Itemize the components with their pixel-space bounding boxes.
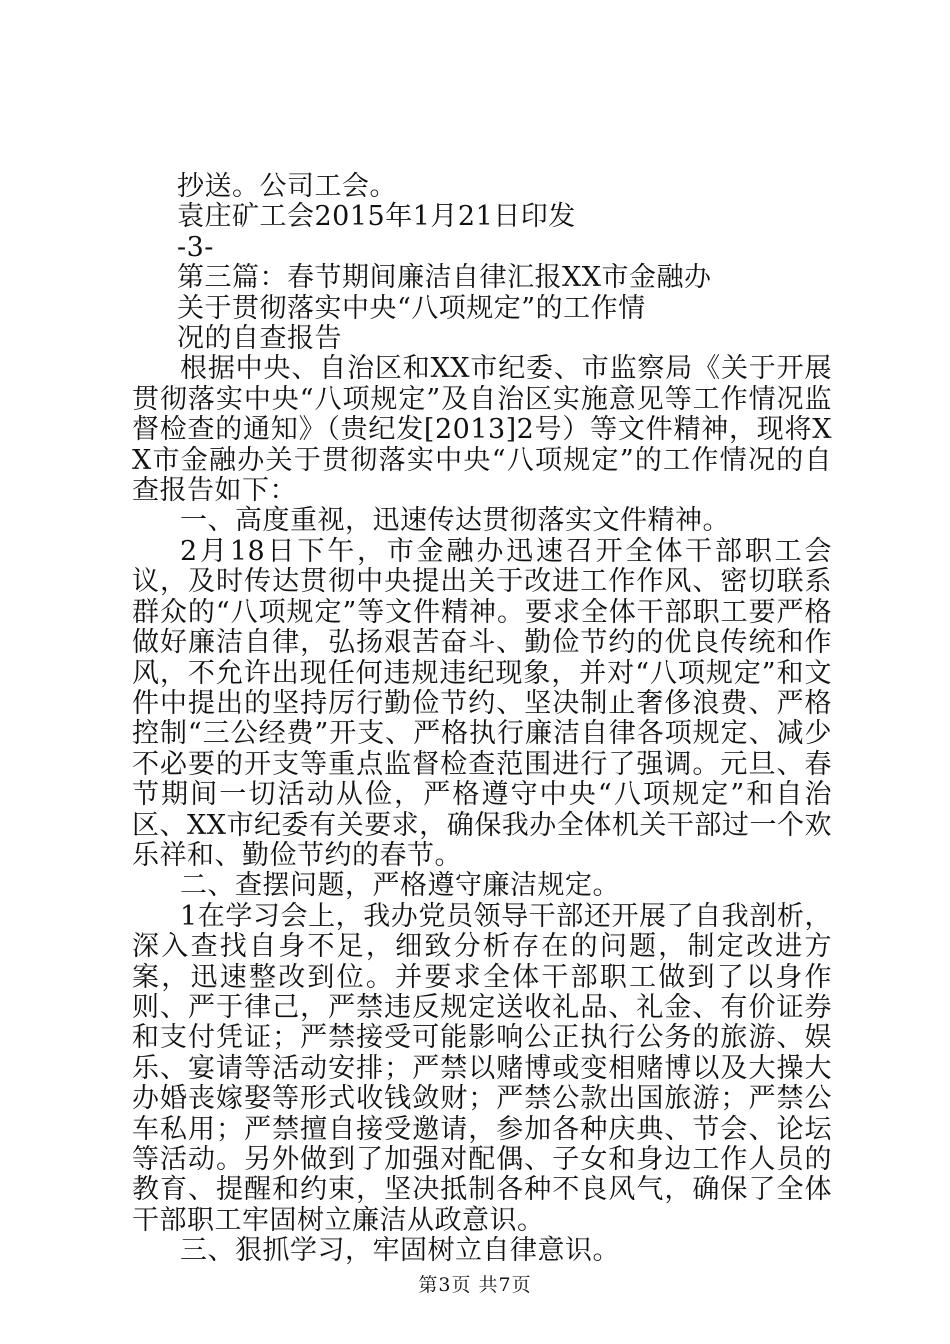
page-footer: 第3页 共7页 xyxy=(418,1274,532,1296)
page-marker: -3- xyxy=(177,231,214,263)
heading-one: 一、高度重视，迅速传达贯彻落实文件精神。 xyxy=(180,505,730,537)
section-title-line-2: 关于贯彻落实中央“八项规定”的工作情 xyxy=(177,292,646,324)
document-body xyxy=(132,172,832,1267)
cc-line: 抄送。公司工会。 xyxy=(177,171,397,202)
section-title-line-1: 第三篇：春节期间廉洁自律汇报XX市金融办 xyxy=(177,262,712,294)
intro-paragraph: 根据中央、自治区和XX市纪委、市监察局《关于开展贯彻落实中央“八项规定”及自治区实施意见等工作情况监督检查的通知》（贵纪发[2013]2号）等文件精神，现将XX市金融办关于贯彻落实中央“八项规定”的工作情况的自查报告如下： xyxy=(132,353,832,507)
issue-date-line: 袁庄矿工会2015年1月21日印发 xyxy=(177,201,576,233)
paragraph-two: 1在学习会上，我办党员领导干部还开展了自我剖析，深入查找自身不足，细致分析存在的问题，制定改进方案，迅速整改到位。并要求全体干部职工做到了以身作则、严于律己，严禁违反规定送收礼品、礼金、有价证券和支付凭证；严禁接受可能影响公正执行公务的旅游、娱乐、宴请等活动安排；严禁以赌博或变相赌博以及大操大办婚丧嫁娶等形式收钱敛财；严禁公款出国旅游；严禁公车私用；严禁擅自接受邀请，参加各种庆典、节会、论坛等活动。另外做到了加强对配偶、子女和身边工作人员的教育、提醒和约束，坚决抵制各种不良风气，确保了全体干部职工牢固树立廉洁从政意识。 xyxy=(132,900,832,1236)
paragraph-one: 2月18日下午，市金融办迅速召开全体干部职工会议，及时传达贯彻中央提出关于改进工作作风、密切联系群众的“八项规定”等文件精神。要求全体干部职工要严格做好廉洁自律，弘扬艰苦奋斗、勤俭节约的优良传统和作风，不允许出现任何违规违纪现象，并对“八项规定”和文件中提出的坚持厉行勤俭节约、坚决制止奢侈浪费、严格控制“三公经费”开支、严格执行廉洁自律各项规定、减少不必要的开支等重点监督检查范围进行了强调。元旦、春节期间一切活动从俭，严格遵守中央“八项规定”和自治区、XX市纪委有关要求，确保我办全体机关干部过一个欢乐祥和、勤俭节约的春节。 xyxy=(132,535,832,871)
heading-three: 三、狠抓学习，牢固树立自律意识。 xyxy=(180,1235,620,1267)
section-title-line-3: 况的自查报告 xyxy=(177,323,342,355)
heading-two: 二、查摆问题，严格遵守廉洁规定。 xyxy=(180,870,620,902)
